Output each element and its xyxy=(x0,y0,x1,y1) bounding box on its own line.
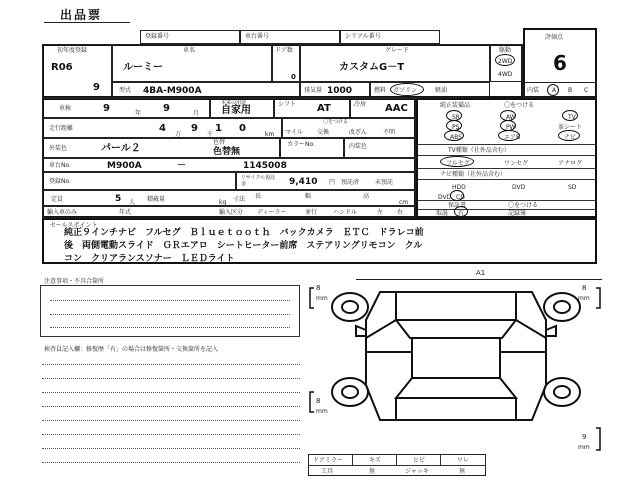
grade-label: グレード xyxy=(385,47,410,54)
legend-tool-value: 無 xyxy=(369,468,376,475)
mileage-sen: 千 xyxy=(207,131,214,138)
color-cell xyxy=(42,138,280,158)
equipment-header: 純正装備品 xyxy=(440,102,471,109)
first-reg-cell xyxy=(42,44,112,98)
tv-oneseg: ワンセグ xyxy=(504,160,529,167)
usage-value: 自家用 xyxy=(221,105,251,116)
sale-point-line2: 後 両側電動スライド ＧＲエアロ シートヒーター前席 ステアリングリモコン クル xyxy=(64,241,423,251)
meter-label: マイル xyxy=(285,129,303,136)
displacement-cell xyxy=(300,82,370,98)
grade-cell xyxy=(300,44,490,82)
color-value: パール２ xyxy=(101,143,141,154)
inspector-line xyxy=(42,448,300,449)
record-row xyxy=(418,200,595,210)
model-cell xyxy=(112,82,300,98)
reg-no-box xyxy=(140,30,240,44)
equip-tv: TV xyxy=(568,114,576,121)
fuel-light: 軽油 xyxy=(435,87,448,94)
color-label: 外装色 xyxy=(49,145,68,152)
navi-type-row xyxy=(418,168,595,180)
color-change-value: 色替無 xyxy=(213,147,241,157)
recycle-unit: 円 xyxy=(329,179,336,186)
legend-table xyxy=(308,454,486,476)
record-book: 記録簿 xyxy=(508,210,527,217)
navi-other-circle xyxy=(450,190,464,201)
inspector-line xyxy=(42,420,300,421)
meter-change: 交換 xyxy=(317,129,330,136)
caution-line xyxy=(50,314,290,315)
sale-point-line3: コン クリアランスソナー ＬＥＤライト xyxy=(64,254,235,264)
inner-label: 内装 xyxy=(527,87,540,94)
tire-front-left-icon xyxy=(332,293,368,321)
legend-head-mirror: ドアミラー xyxy=(313,457,343,464)
inspector-line xyxy=(42,434,300,435)
reg-no-label: 登録番号 xyxy=(145,33,170,40)
mileage-label: 走行距離 xyxy=(49,125,74,132)
caution-line xyxy=(50,300,290,301)
shaken-y: 年 xyxy=(135,110,142,117)
dealer-label: ディーラー xyxy=(257,209,287,216)
sale-point-label: セールスポイント xyxy=(50,222,98,229)
reg-cell xyxy=(42,172,236,190)
legend-head-scratch: キズ xyxy=(369,457,381,464)
size-label: 寸法 xyxy=(233,196,246,203)
sale-point-block xyxy=(42,218,597,264)
shaken-m: 月 xyxy=(193,110,200,117)
tire-left-upper-unit: mm xyxy=(316,295,328,302)
score-value: 6 xyxy=(553,51,567,75)
displacement-value: 1000 xyxy=(327,86,353,96)
meter-tamper: 改ざん xyxy=(349,129,368,136)
load-unit: kg xyxy=(219,199,227,206)
fuel-label: 燃料 xyxy=(374,87,387,94)
mileage-digit-1: 4 xyxy=(159,123,166,134)
model-value: 4BA-M900A xyxy=(143,86,202,96)
ac-cell xyxy=(350,98,416,118)
usage-label: 本来の用途 xyxy=(221,100,247,106)
fuel-cell xyxy=(370,82,490,98)
score-label: 評価点 xyxy=(545,34,564,41)
equip-leather: 革シート xyxy=(558,124,583,131)
color-change-label: 色替 xyxy=(213,139,226,146)
mirror-right-icon xyxy=(546,326,556,336)
size-unit: cm xyxy=(399,199,409,206)
equip-abs: ABS xyxy=(450,134,462,141)
door-value: 0 xyxy=(291,73,296,81)
serial-label: シリアル番号 xyxy=(345,33,381,40)
mileage-digit-3: 1 xyxy=(215,123,222,134)
car-name: ルーミー xyxy=(123,62,163,73)
handle-label: ハンドル xyxy=(333,209,358,216)
navi-hdd: HDD xyxy=(452,184,466,191)
tire-right-lower-value: 9 xyxy=(582,433,587,441)
inner-c: C xyxy=(584,87,589,94)
tire-right-lower-unit: mm xyxy=(578,444,590,451)
interior-color-label: 内装色 xyxy=(349,143,368,150)
ac-label: 冷房 xyxy=(354,101,367,108)
parallel-label: 並行 xyxy=(305,209,318,216)
fuel-gas: ガソリン xyxy=(393,87,418,94)
legend-head-1 xyxy=(309,455,353,466)
door-label: ドア数 xyxy=(275,47,293,54)
tire-rear-right-icon xyxy=(544,378,580,406)
equip-airbag: エアB xyxy=(504,134,521,141)
equip-pw: PW xyxy=(506,124,516,131)
capacity-value: 5 xyxy=(115,194,122,204)
caution-line xyxy=(50,327,290,328)
record-yes-circle xyxy=(454,206,468,217)
first-reg-year: R06 xyxy=(51,62,73,73)
inspector-line xyxy=(42,392,300,393)
color-no-cell xyxy=(280,138,344,158)
model-label: 型式 xyxy=(119,87,132,94)
mileage-unit: km xyxy=(265,131,275,138)
drive-2wd-circle xyxy=(495,54,515,66)
tire-right-upper-unit: mm xyxy=(578,295,590,302)
car-name-label: 車名 xyxy=(183,47,196,54)
capacity-row xyxy=(42,190,416,206)
meter-circle-note: 〇をつける xyxy=(323,119,349,125)
inspector-label: 検査員記入欄：修復歴「有」の場合は修復箇所・交換箇所を記入 xyxy=(44,346,219,353)
shift-cell xyxy=(274,98,350,118)
legend-head-4 xyxy=(441,455,485,466)
form-title: 出品票 xyxy=(60,8,103,22)
chassis-row xyxy=(42,158,416,172)
recycle-cell xyxy=(236,172,416,190)
serial-box xyxy=(340,30,440,44)
equip-navi: ナビ xyxy=(564,134,577,141)
tire-right-upper-value: 8 xyxy=(582,284,587,292)
tire-rear-left-icon xyxy=(332,378,368,406)
tv-type-label: TV種類（社外品含む） xyxy=(448,147,510,154)
navi-other-cd: CD xyxy=(456,194,465,201)
inspector-line xyxy=(42,378,300,379)
recycle-value: 9,410 xyxy=(289,177,318,187)
chassis-number: 1145008 xyxy=(243,161,287,171)
tv-fullseg: フルセグ xyxy=(446,160,470,167)
tire-left-lower-unit: mm xyxy=(316,408,328,415)
mileage-digit-4: 0 xyxy=(239,123,246,134)
import-label: 輸入車のみ xyxy=(47,209,78,216)
tv-type-row xyxy=(418,144,595,156)
size-w: 幅 xyxy=(305,193,312,200)
recycle-label: リサイクル預託金 xyxy=(241,175,276,187)
car-name-cell xyxy=(112,44,272,82)
inspector-line xyxy=(42,364,300,365)
equip-ps: PS xyxy=(452,124,460,131)
capacity-unit: 人 xyxy=(129,199,136,206)
shift-label: シフト xyxy=(278,101,297,108)
navi-sd: SD xyxy=(568,184,577,191)
reg-label: 登録No. xyxy=(49,178,71,185)
drive-2wd: 2WD xyxy=(498,58,513,65)
shift-value: AT xyxy=(317,103,331,114)
shaken-year: 9 xyxy=(103,103,110,114)
chassis-box-header xyxy=(240,30,340,44)
navi-dvd: DVD xyxy=(512,184,526,191)
shaken-month: 9 xyxy=(163,103,170,114)
handle-right: 右 xyxy=(397,209,404,216)
usage-cell xyxy=(210,98,274,118)
handle-left: 左 xyxy=(377,209,384,216)
car-body-outline xyxy=(366,292,546,420)
legend-head-crack: ヒビ xyxy=(413,457,426,464)
caution-box xyxy=(40,285,300,337)
ac-value: AAC xyxy=(385,103,408,114)
import-type: 輸入区分 xyxy=(219,209,244,216)
mileage-digit-2: 9 xyxy=(191,123,198,134)
record-manual: 取説 xyxy=(436,210,449,217)
mileage-man: 万 xyxy=(175,131,182,138)
mirror-left-icon xyxy=(356,326,366,336)
legend-head-3 xyxy=(397,455,441,466)
door-cell xyxy=(272,44,300,82)
equip-sr: SR xyxy=(452,114,460,121)
meter-cell xyxy=(282,118,416,138)
car-diagram xyxy=(300,280,610,455)
inner-cell xyxy=(523,82,597,98)
equipment-note: 〇をつける xyxy=(504,102,535,109)
equip-aw: AW xyxy=(506,114,516,121)
inner-a-circle xyxy=(547,84,559,96)
record-label: 保証書 xyxy=(448,202,467,209)
inspector-line xyxy=(42,406,300,407)
legend-tool-label: 工具 xyxy=(321,468,334,475)
capacity-label: 定員 xyxy=(51,196,64,203)
size-l: 長 xyxy=(255,193,262,200)
grade-value: カスタムG－T xyxy=(339,62,405,73)
chassis-dash: － xyxy=(177,161,187,171)
diagram-top-marker: A1 xyxy=(476,269,486,277)
shaken-cell xyxy=(42,98,210,118)
drive-label: 駆動 xyxy=(499,47,512,54)
import-year: 年式 xyxy=(119,209,132,216)
legend-jack-label: ジャッキ xyxy=(405,468,429,475)
recycle-unpaid: 未預託 xyxy=(375,179,394,186)
chassis-header-label: 車台番号 xyxy=(245,33,270,40)
inner-b: B xyxy=(568,87,573,94)
shaken-label: 車検 xyxy=(59,105,72,112)
tire-front-right-icon xyxy=(544,293,580,321)
meter-unknown: 不明 xyxy=(383,129,396,136)
tire-left-lower-value: 8 xyxy=(316,397,321,405)
legend-head-break: ワレ xyxy=(457,457,470,464)
tire-left-upper-value: 8 xyxy=(316,284,321,292)
load-label: 積載量 xyxy=(147,196,166,203)
navi-type-label: ナビ種類（社外品含む） xyxy=(440,171,507,178)
mileage-cell xyxy=(42,118,282,138)
sale-point-line1: 純正９インチナビ フルセグ Ｂｌｕｅｔｏｏｔｈ バックカメラ ＥＴＣ ドラレコ前 xyxy=(64,228,424,238)
chassis-no-label: 車台No. xyxy=(49,162,71,169)
tv-circle xyxy=(562,110,578,121)
first-reg-month: 9 xyxy=(93,82,100,93)
inner-a: A xyxy=(552,87,557,94)
legend-head-2 xyxy=(353,455,397,466)
navi-other-dvd: DVD xyxy=(438,194,452,201)
recycle-paid: 預託済 xyxy=(341,179,360,186)
inspector-line xyxy=(42,462,300,463)
legend-jack-value: 無 xyxy=(459,468,466,475)
record-note: 〇をつける xyxy=(508,202,539,209)
navi-circle xyxy=(558,130,580,141)
airbag-circle xyxy=(498,130,520,141)
abs-circle xyxy=(444,130,464,141)
caution-label: 注意事項・不具合箇所 xyxy=(44,278,105,285)
import-row xyxy=(42,206,416,218)
fuel-gas-circle xyxy=(390,83,424,96)
record-yes: 有 xyxy=(458,210,465,217)
tv-analog: アナログ xyxy=(558,160,583,167)
interior-color-cell xyxy=(344,138,416,158)
first-reg-label: 初年度登録 xyxy=(57,47,88,54)
color-no-label: カラーNo. xyxy=(287,141,315,148)
drive-4wd: 4WD xyxy=(498,71,513,78)
title-underline xyxy=(44,22,130,23)
fullseg-circle xyxy=(440,156,474,167)
size-h: 高 xyxy=(363,193,370,200)
chassis-model: M900A xyxy=(107,161,142,171)
displacement-label: 排気量 xyxy=(304,87,323,94)
